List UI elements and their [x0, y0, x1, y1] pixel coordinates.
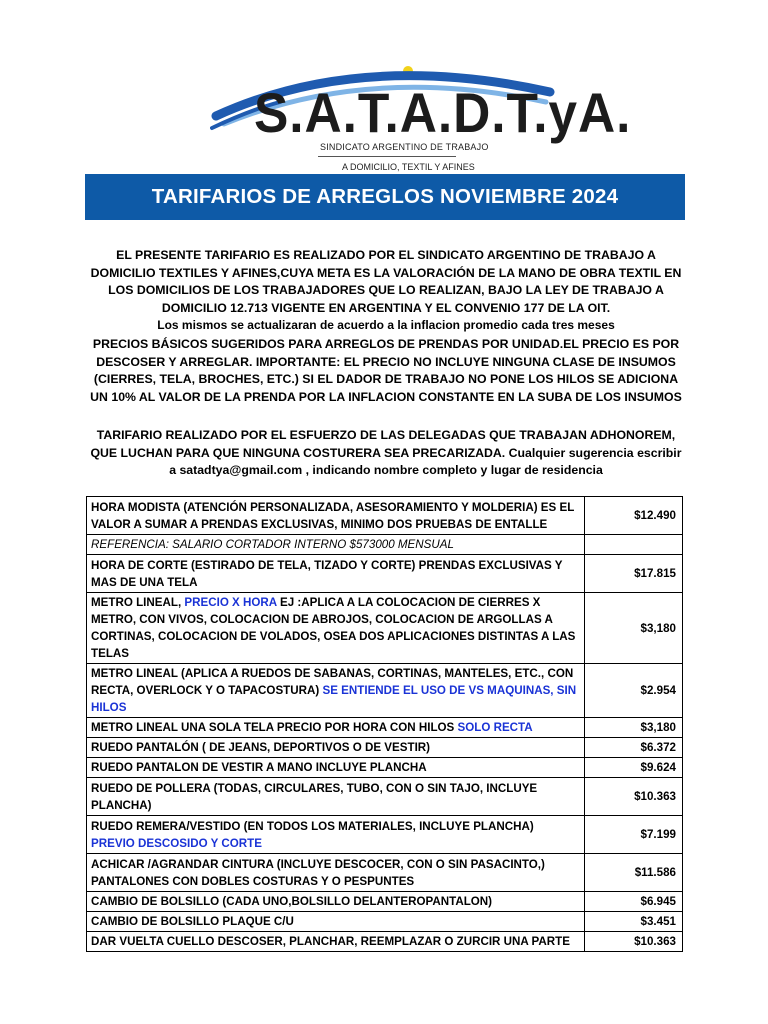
row-description: ACHICAR /AGRANDAR CINTURA (INCLUYE DESCOCER, CON O SIN PASACINTO,) PANTALONES CON DOBLES COSTURAS Y O PESPUNTES [87, 854, 585, 892]
intro-paragraph-2: Los mismos se actualizaran de acuerdo a la inflacion promedio cada tres meses [157, 318, 615, 332]
logo-divider [318, 156, 456, 157]
row-price: $6.945 [585, 892, 683, 912]
table-row [87, 778, 683, 816]
row-price: $10.363 [585, 778, 683, 816]
highlight-text: PREVIO DESCOSIDO Y CORTE [91, 836, 262, 850]
row-price [585, 535, 683, 555]
table-row [87, 816, 683, 854]
row-description: METRO LINEAL (APLICA A RUEDOS DE SABANAS, CORTINAS, MANTELES, ETC., CON RECTA, OVERLOCK Y O TAPACOSTURA) SE ENTIENDE EL USO DE VS MAQUINAS, SIN HILOS [87, 664, 585, 718]
row-price: $12.490 [585, 497, 683, 535]
table-row [87, 854, 683, 892]
row-description: RUEDO PANTALÓN ( DE JEANS, DEPORTIVOS O DE VESTIR) [87, 738, 585, 758]
highlight-text: SE ENTIENDE EL USO DE VS MAQUINAS, SIN HILOS [91, 684, 577, 714]
row-price: $3,180 [585, 718, 683, 738]
row-price: $3,180 [585, 593, 683, 664]
table-row [87, 912, 683, 932]
table-row [87, 593, 683, 664]
row-price: $6.372 [585, 738, 683, 758]
tariff-table [86, 496, 683, 952]
table-row [87, 555, 683, 593]
row-description: CAMBIO DE BOLSILLO PLAQUE C/U [87, 912, 585, 932]
row-description: CAMBIO DE BOLSILLO (CADA UNO,BOLSILLO DELANTEROPANTALON) [87, 892, 585, 912]
intro-paragraph-4: TARIFARIO REALIZADO POR EL ESFUERZO DE LAS DELEGADAS QUE TRABAJAN ADHONOREM, QUE LUCHAN PARA QUE NINGUNA COSTURERA SEA PRECARIZADA. Cualquier sugerencia escribir a satadtya@gmail.com , indicando nombre completo y lugar de residencia [90, 428, 682, 477]
highlight-text: SOLO RECTA [457, 721, 533, 734]
row-price: $9.624 [585, 758, 683, 778]
table-row [87, 758, 683, 778]
row-description: HORA DE CORTE (ESTIRADO DE TELA, TIZADO Y CORTE) PRENDAS EXCLUSIVAS Y MAS DE UNA TELA [87, 555, 585, 593]
highlight-text: PRECIO X HORA [184, 596, 277, 609]
table-row [87, 497, 683, 535]
row-price: $10.363 [585, 932, 683, 952]
table-row [87, 718, 683, 738]
row-price: $2.954 [585, 664, 683, 718]
logo-name: S.A.T.A.D.T.yA. [254, 81, 632, 144]
logo-subtitle-1: SINDICATO ARGENTINO DE TRABAJO [320, 142, 489, 152]
row-price: $3.451 [585, 912, 683, 932]
row-description: RUEDO DE POLLERA (TODAS, CIRCULARES, TUBO, CON O SIN TAJO, INCLUYE PLANCHA) [87, 778, 585, 816]
logo-subtitle-2: A DOMICILIO, TEXTIL Y AFINES [342, 162, 475, 172]
table-row [87, 932, 683, 952]
row-description: METRO LINEAL UNA SOLA TELA PRECIO POR HORA CON HILOS SOLO RECTA [87, 718, 585, 738]
row-price: $7.199 [585, 816, 683, 854]
row-description: RUEDO REMERA/VESTIDO (EN TODOS LOS MATERIALES, INCLUYE PLANCHA) PREVIO DESCOSIDO Y CORTE [87, 816, 585, 854]
page-title: TARIFARIOS DE ARREGLOS NOVIEMBRE 2024 [151, 185, 619, 208]
table-row [87, 738, 683, 758]
row-description: RUEDO PANTALON DE VESTIR A MANO INCLUYE PLANCHA [87, 758, 585, 778]
table-row [87, 664, 683, 718]
page-title-banner [85, 174, 685, 220]
intro-paragraph-1: EL PRESENTE TARIFARIO ES REALIZADO POR EL SINDICATO ARGENTINO DE TRABAJO A DOMICILIO TEXTILES Y AFINES,CUYA META ES LA VALORACIÓN DE LA MANO DE OBRA TEXTIL EN LOS DOMICILIOS DE LOS TRABAJADORES QUE LO REALIZAN, BAJO LA LEY DE TRABAJO A DOMICILIO 12.713 VIGENTE EN ARGENTINA Y EL CONVENIO 177 DE LA OIT. [90, 248, 682, 315]
table-row [87, 535, 683, 555]
logo [210, 58, 632, 176]
row-price: $17.815 [585, 555, 683, 593]
row-description: METRO LINEAL, PRECIO X HORA EJ :APLICA A LA COLOCACION DE CIERRES X METRO, CON VIVOS, COLOCACION DE ABROJOS, COLOCACION DE ARGOLLAS A CORTINAS, COLOCACION DE VOLADOS, OSEA DOS APLICACIONES DISTINTAS A LAS TELAS [87, 593, 585, 664]
intro-paragraph-3: PRECIOS BÁSICOS SUGERIDOS PARA ARREGLOS DE PRENDAS POR UNIDAD.EL PRECIO ES POR DESCOSER Y ARREGLAR. IMPORTANTE: EL PRECIO NO INCLUYE NINGUNA CLASE DE INSUMOS (CIERRES, TELA, BROCHES, ETC.) SI EL DADOR DE TRABAJO NO PONE LOS HILOS SE ADICIONA UN 10% AL VALOR DE LA PRENDA POR LA INFLACION CONSTANTE EN LA SUBA DE LOS INSUMOS [90, 337, 682, 404]
row-description: HORA MODISTA (ATENCIÓN PERSONALIZADA, ASESORAMIENTO Y MOLDERIA) ES EL VALOR A SUMAR A PRENDAS EXCLUSIVAS, MINIMO DOS PRUEBAS DE ENTALLE [87, 497, 585, 535]
row-description: DAR VUELTA CUELLO DESCOSER, PLANCHAR, REEMPLAZAR O ZURCIR UNA PARTE [87, 932, 585, 952]
row-description: REFERENCIA: SALARIO CORTADOR INTERNO $573000 MENSUAL [87, 535, 585, 555]
table-row [87, 892, 683, 912]
row-price: $11.586 [585, 854, 683, 892]
